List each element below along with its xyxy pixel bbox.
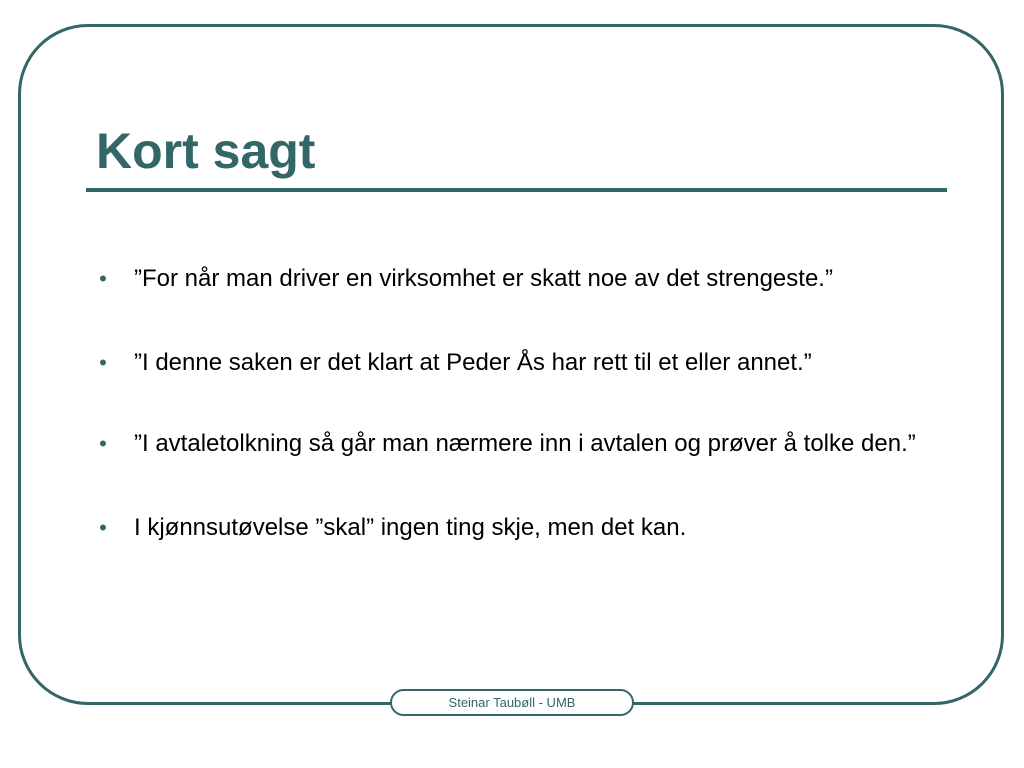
bullet-dot-icon: • (99, 350, 107, 375)
footer-label: Steinar Taubøll - UMB (390, 689, 634, 716)
bullet-text: ”For når man driver en virksomhet er skatt noe av det strengeste.” (134, 265, 833, 292)
bullet-text: I kjønnsutøvelse ”skal” ingen ting skje, men det kan. (134, 514, 687, 541)
bullet-item-4 (96, 511, 946, 544)
slide-title: Kort sagt (96, 123, 316, 179)
bullet-text: ”I avtaletolkning så går man nærmere inn i avtalen og prøver å tolke den.” (134, 430, 916, 457)
bullet-dot-icon: • (99, 515, 107, 540)
bullet-item-3 (96, 427, 946, 460)
title-underline (86, 188, 947, 192)
bullet-dot-icon: • (99, 431, 107, 456)
bullet-item-1 (96, 262, 946, 295)
bullet-text: ”I denne saken er det klart at Peder Ås har rett til et eller annet.” (134, 349, 812, 376)
bullet-list (96, 262, 946, 544)
bullet-item-2 (96, 346, 946, 379)
bullet-dot-icon: • (99, 266, 107, 291)
